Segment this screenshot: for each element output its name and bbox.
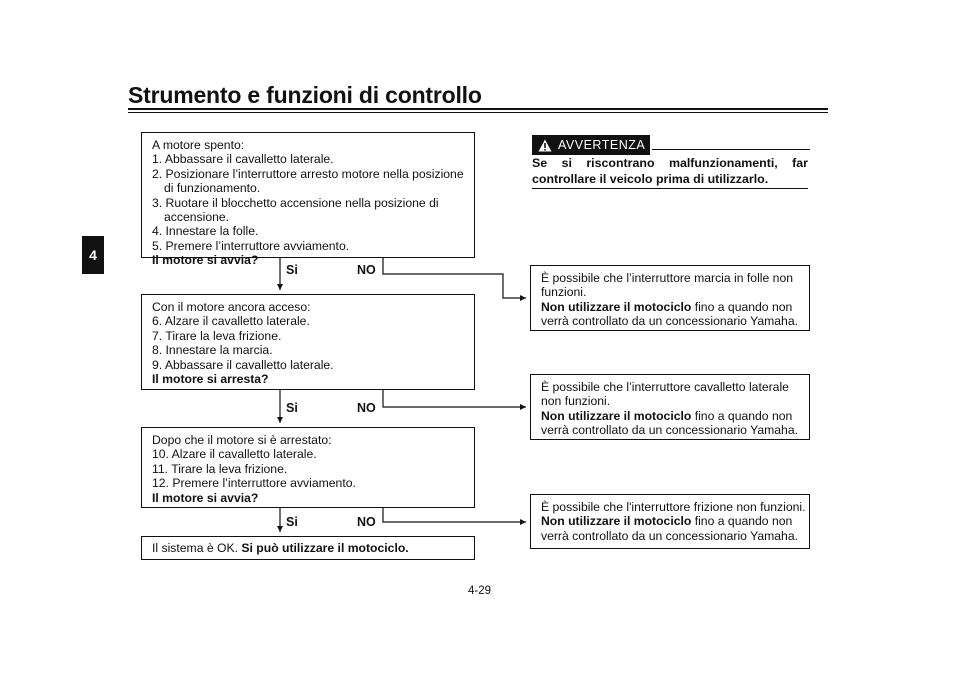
branch-no-label: NO xyxy=(357,263,376,277)
step-text: Dopo che il motore si è arrestato: xyxy=(152,433,332,447)
page-title: Strumento e funzioni di controllo xyxy=(128,82,482,108)
result-text: È possibile che l’interruttore marcia in folle non xyxy=(541,271,793,285)
arrow-no-2 xyxy=(383,390,526,407)
result-box-1 xyxy=(530,265,810,331)
warning-text: Se si riscontrano malfunzionamenti, far controllare il veicolo prima di utilizzarlo. xyxy=(532,156,808,186)
step-text: 7. Tirare la leva frizione. xyxy=(152,328,282,343)
branch-yes-label: Si xyxy=(286,263,298,277)
result-text: fino a quando non xyxy=(691,299,793,314)
result-text: verrà controllato da un concessionario Yamaha. xyxy=(541,528,798,543)
step-text: A motore spento: xyxy=(152,138,245,152)
branch-yes-label: Si xyxy=(286,401,298,415)
step-box-3 xyxy=(141,427,475,508)
warning-rule-bottom xyxy=(532,188,808,189)
step-text: 8. Innestare la marcia. xyxy=(152,343,273,358)
result-text: non funzioni. xyxy=(541,394,611,409)
step-box-2 xyxy=(141,294,475,390)
final-text: Il sistema è OK. xyxy=(152,541,242,555)
branch-no-label: NO xyxy=(357,401,376,415)
step-text: 2. Posizionare l’interruttore arresto motore nella posizione xyxy=(152,166,464,181)
warning-triangle-icon xyxy=(538,139,552,152)
warning-badge xyxy=(532,135,650,155)
result-text: È possibile che l'interruttore frizione non funzioni. xyxy=(541,500,806,514)
step-text: 11. Tirare la leva frizione. xyxy=(152,461,288,476)
step-question: Il motore si avvia? xyxy=(152,253,259,268)
warning-label: AVVERTENZA xyxy=(558,138,646,152)
step-text: accensione. xyxy=(164,210,230,225)
step-question: Il motore si arresta? xyxy=(152,372,269,387)
step-text: 3. Ruotare il blocchetto accensione nella posizione di xyxy=(152,195,439,210)
warning-rule xyxy=(652,149,810,150)
result-text: verrà controllato da un concessionario Yamaha. xyxy=(541,423,798,438)
branch-yes-label: Si xyxy=(286,515,298,529)
step-text: 10. Alzare il cavalletto laterale. xyxy=(152,447,317,462)
result-text: È possibile che l’interruttore cavalletto laterale xyxy=(541,380,789,394)
step-text: 6. Alzare il cavalletto laterale. xyxy=(152,314,310,329)
final-box xyxy=(141,536,475,560)
result-box-2 xyxy=(530,374,810,440)
branch-no-label: NO xyxy=(357,515,376,529)
step-text: 9. Abbassare il cavalletto laterale. xyxy=(152,357,334,372)
result-warning-bold: Non utilizzare il motociclo xyxy=(541,408,692,423)
page-number: 4-29 xyxy=(468,585,492,597)
result-text: fino a quando non xyxy=(691,408,793,423)
step-question: Il motore si avvia? xyxy=(152,490,259,505)
arrow-no-3 xyxy=(383,508,526,522)
final-text-bold: Si può utilizzare il motociclo. xyxy=(241,541,409,555)
step-text: 4. Innestare la folle. xyxy=(152,224,259,239)
result-warning-bold: Non utilizzare il motociclo xyxy=(541,514,692,529)
step-text: 5. Premere l’interruttore avviamento. xyxy=(152,238,350,253)
chapter-tab: 4 xyxy=(82,236,104,274)
step-text: 1. Abbassare il cavalletto laterale. xyxy=(152,152,334,167)
result-text: funzioni. xyxy=(541,285,587,300)
step-text: 12. Premere l’interruttore avviamento. xyxy=(152,476,356,491)
result-text: fino a quando non xyxy=(691,514,793,529)
result-text: verrà controllato da un concessionario Yamaha. xyxy=(541,314,798,329)
result-box-3 xyxy=(530,494,810,549)
result-warning-bold: Non utilizzare il motociclo xyxy=(541,299,692,314)
step-text: Con il motore ancora acceso: xyxy=(152,300,311,314)
step-text: di funzionamento. xyxy=(164,181,261,196)
step-box-1 xyxy=(141,132,475,268)
